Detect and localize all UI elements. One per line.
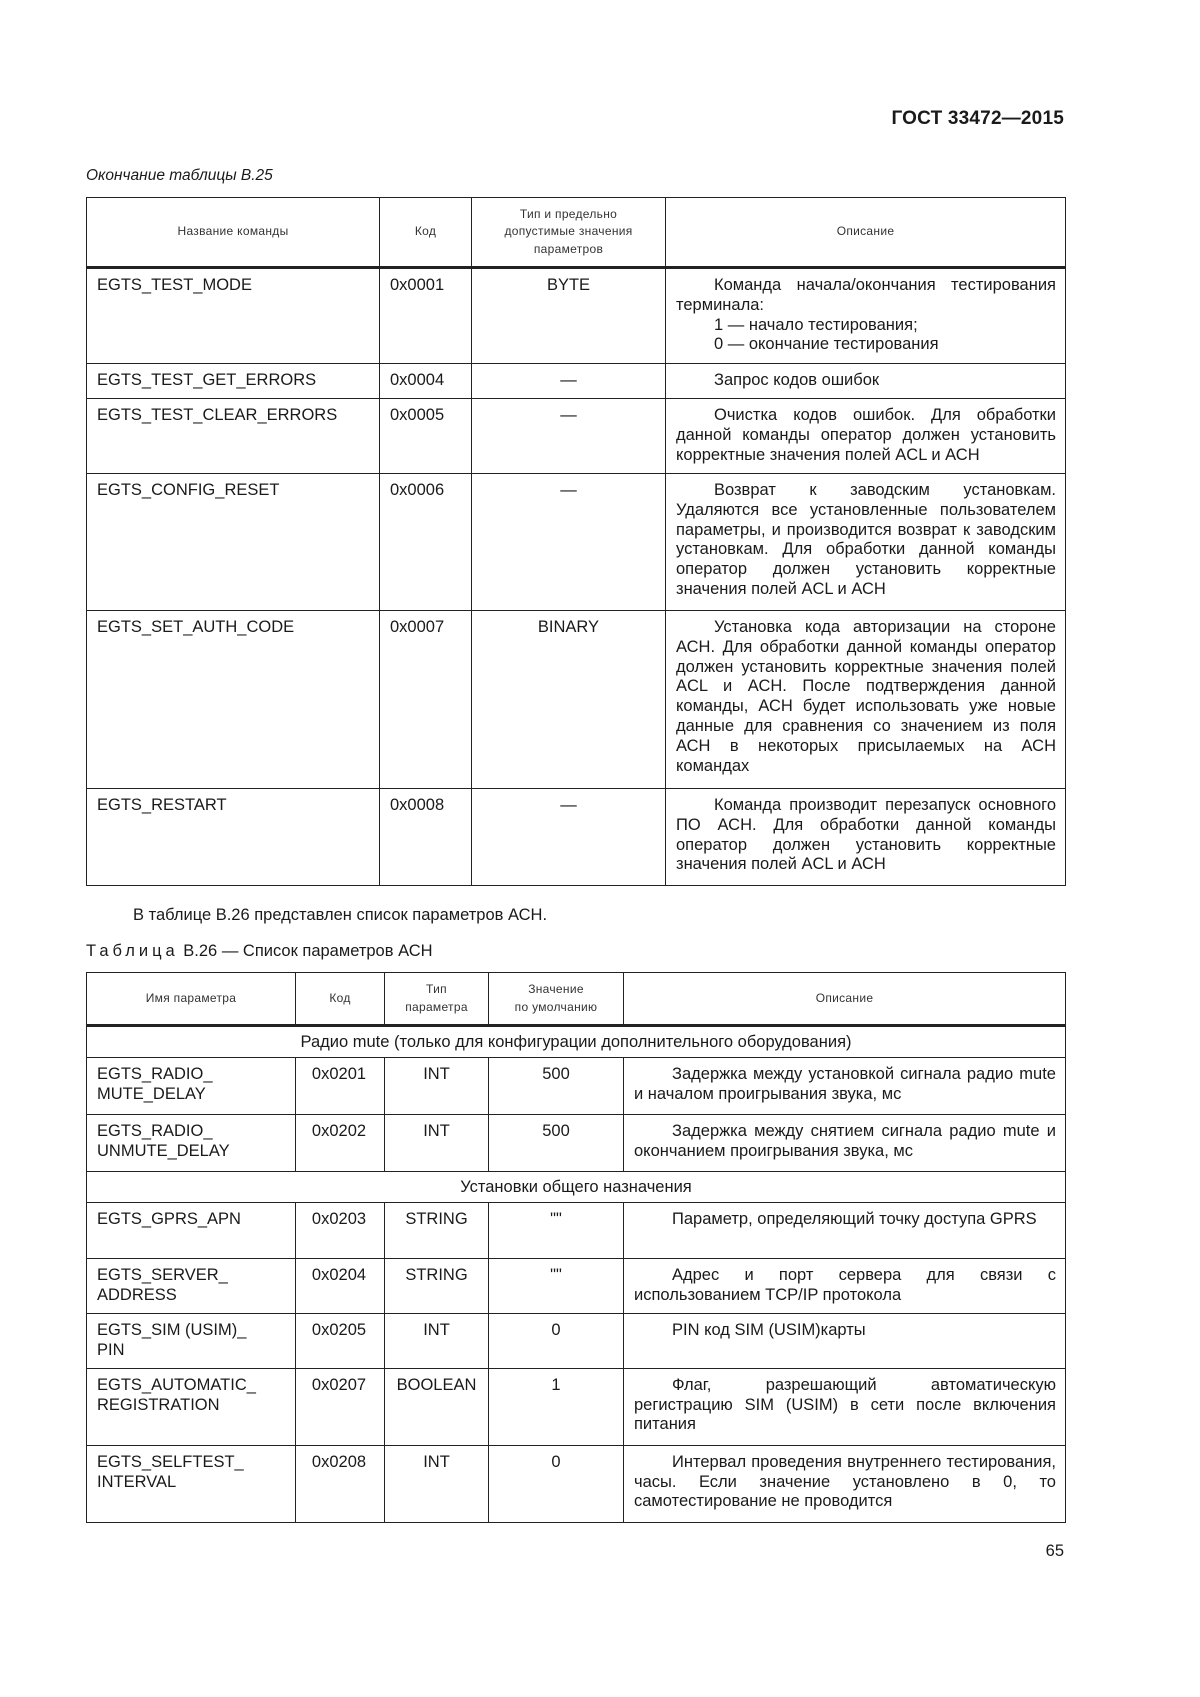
table-title-label: Таблица (86, 942, 179, 960)
parameter-code: 0x0203 (296, 1202, 385, 1258)
parameter-description: Параметр, определяющий точку доступа GPRS (624, 1202, 1066, 1258)
parameter-name-line: INTERVAL (97, 1472, 177, 1491)
parameter-description: Задержка между снятием сигнала радио mute и окончанием проигрывания звука, мс (624, 1114, 1066, 1171)
parameter-name-line: EGTS_AUTOMATIC_ (97, 1375, 256, 1394)
header-description: Описание (666, 198, 1066, 268)
parameter-default: 500 (489, 1057, 624, 1114)
table-row (87, 474, 1066, 611)
parameter-name (87, 1368, 296, 1445)
command-type: — (472, 399, 666, 474)
header-code: Код (380, 198, 472, 268)
parameter-type: INT (385, 1057, 489, 1114)
section-row (87, 1026, 1066, 1058)
header-type-line: параметра (405, 999, 468, 1014)
table-title-text: В.26 — Список параметров АСН (178, 942, 433, 960)
command-name: EGTS_CONFIG_RESET (87, 474, 380, 611)
command-code: 0x0001 (380, 268, 472, 364)
parameter-name (87, 1445, 296, 1522)
description-item: 1 — начало тестирования; (714, 315, 918, 334)
parameter-type: STRING (385, 1258, 489, 1313)
parameter-type: INT (385, 1114, 489, 1171)
command-description: Запрос кодов ошибок (666, 364, 1066, 399)
header-type (472, 198, 666, 268)
parameter-name (87, 1313, 296, 1368)
command-name: EGTS_TEST_CLEAR_ERRORS (87, 399, 380, 474)
parameter-code: 0x0202 (296, 1114, 385, 1171)
parameter-default: 1 (489, 1368, 624, 1445)
header-type-line: Тип (426, 982, 447, 997)
parameter-name-line: ADDRESS (97, 1285, 177, 1304)
parameter-default: "" (489, 1258, 624, 1313)
header-description: Описание (624, 973, 1066, 1026)
parameter-name-line: REGISTRATION (97, 1395, 220, 1414)
parameter-description: Задержка между установкой сигнала радио mute и началом проигрывания звука, мс (624, 1057, 1066, 1114)
intro-paragraph: В таблице В.26 представлен список параметров АСН. (133, 906, 548, 924)
table-row (87, 611, 1066, 789)
parameter-name (87, 1114, 296, 1171)
command-type: — (472, 789, 666, 886)
header-default-line: Значение (528, 982, 584, 997)
command-type: — (472, 364, 666, 399)
parameter-default: 500 (489, 1114, 624, 1171)
header-command-name: Название команды (87, 198, 380, 268)
command-description: Возврат к заводским установкам. Удаляются все установленные пользователем параметры, и производится возврат к заводским установкам. Для обработки данной команды оператор должен установить корректные значения полей ACL и АСН (666, 474, 1066, 611)
command-description: Установка кода авторизации на стороне АСН. Для обработки данной команды оператор должен установить корректные значения полей ACL и АСН. После подтверждения данной команды, АСН будет использовать уже новые данные для сравнения со значением из поля АСН в некоторых присылаемых на АСН командах (666, 611, 1066, 789)
parameter-type: BOOLEAN (385, 1368, 489, 1445)
command-name: EGTS_TEST_MODE (87, 268, 380, 364)
table-row (87, 399, 1066, 474)
parameter-name-line: EGTS_SERVER_ (97, 1265, 228, 1284)
parameter-name (87, 1202, 296, 1258)
header-code: Код (296, 973, 385, 1026)
header-type-line: параметров (533, 241, 604, 256)
table-row (87, 364, 1066, 399)
command-code: 0x0007 (380, 611, 472, 789)
parameter-name (87, 1057, 296, 1114)
parameter-description: Адрес и порт сервера для связи с использованием TCP/IP протокола (624, 1258, 1066, 1313)
parameter-description: PIN код SIM (USIM)карты (624, 1313, 1066, 1368)
parameter-code: 0x0207 (296, 1368, 385, 1445)
parameter-name-line: EGTS_GPRS_APN (97, 1209, 241, 1228)
table-row (87, 1057, 1066, 1114)
command-type: BYTE (472, 268, 666, 364)
section-title: Радио mute (только для конфигурации дополнительного оборудования) (87, 1026, 1066, 1058)
parameter-type: STRING (385, 1202, 489, 1258)
command-description: Команда производит перезапуск основного ПО АСН. Для обработки данной команды оператор должен установить корректные значения полей ACL и АСН (666, 789, 1066, 886)
section-row (87, 1171, 1066, 1202)
table-row (87, 1202, 1066, 1258)
table-row (87, 1368, 1066, 1445)
page-number: 65 (1045, 1542, 1064, 1560)
command-type: BINARY (472, 611, 666, 789)
parameter-code: 0x0201 (296, 1057, 385, 1114)
parameter-name-line: UNMUTE_DELAY (97, 1141, 230, 1160)
table-header-row (87, 973, 1066, 1026)
command-name: EGTS_TEST_GET_ERRORS (87, 364, 380, 399)
header-type (385, 973, 489, 1026)
command-description: Очистка кодов ошибок. Для обработки данной команды оператор должен установить корректные значения полей ACL и АСН (666, 399, 1066, 474)
parameter-name-line: PIN (97, 1340, 125, 1359)
parameter-description: Интервал проведения внутреннего тестирования, часы. Если значение установлено в 0, то самотестирование не проводится (624, 1445, 1066, 1522)
command-description (666, 268, 1066, 364)
command-type: — (472, 474, 666, 611)
header-type-line: допустимые значения (504, 224, 633, 239)
parameter-description: Флаг, разрешающий автоматическую регистрацию SIM (USIM) в сети после включения питания (624, 1368, 1066, 1445)
command-code: 0x0004 (380, 364, 472, 399)
parameter-code: 0x0208 (296, 1445, 385, 1522)
parameter-name-line: EGTS_RADIO_ (97, 1121, 213, 1140)
table-row (87, 1445, 1066, 1522)
parameter-code: 0x0205 (296, 1313, 385, 1368)
header-default-line: по умолчанию (514, 999, 598, 1014)
command-name: EGTS_RESTART (87, 789, 380, 886)
description-item: 0 — окончание тестирования (714, 335, 939, 354)
commands-table (86, 197, 1066, 886)
table-row (87, 1313, 1066, 1368)
command-code: 0x0008 (380, 789, 472, 886)
parameter-type: INT (385, 1313, 489, 1368)
table-row (87, 1258, 1066, 1313)
parameter-name-line: MUTE_DELAY (97, 1084, 206, 1103)
table-header-row (87, 198, 1066, 268)
parameter-default: 0 (489, 1313, 624, 1368)
parameter-type: INT (385, 1445, 489, 1522)
parameter-name-line: EGTS_RADIO_ (97, 1064, 213, 1083)
command-code: 0x0005 (380, 399, 472, 474)
parameter-name-line: EGTS_SIM (USIM)_ (97, 1320, 247, 1339)
table-row (87, 268, 1066, 364)
parameter-code: 0x0204 (296, 1258, 385, 1313)
parameter-default: 0 (489, 1445, 624, 1522)
header-default-value (489, 973, 624, 1026)
header-parameter-name: Имя параметра (87, 973, 296, 1026)
command-code: 0x0006 (380, 474, 472, 611)
table-continuation-caption: Окончание таблицы В.25 (86, 167, 273, 184)
header-type-line: Тип и предельно (519, 206, 618, 221)
description-text: Команда начала/окончания тестирования терминала: (676, 276, 1056, 314)
parameter-default: "" (489, 1202, 624, 1258)
section-title: Установки общего назначения (87, 1171, 1066, 1202)
table-title (86, 942, 433, 961)
document-header: ГОСТ 33472—2015 (891, 108, 1064, 129)
parameter-name-line: EGTS_SELFTEST_ (97, 1452, 244, 1471)
command-name: EGTS_SET_AUTH_CODE (87, 611, 380, 789)
parameters-table (86, 972, 1066, 1523)
table-row (87, 1114, 1066, 1171)
parameter-name (87, 1258, 296, 1313)
table-row (87, 789, 1066, 886)
